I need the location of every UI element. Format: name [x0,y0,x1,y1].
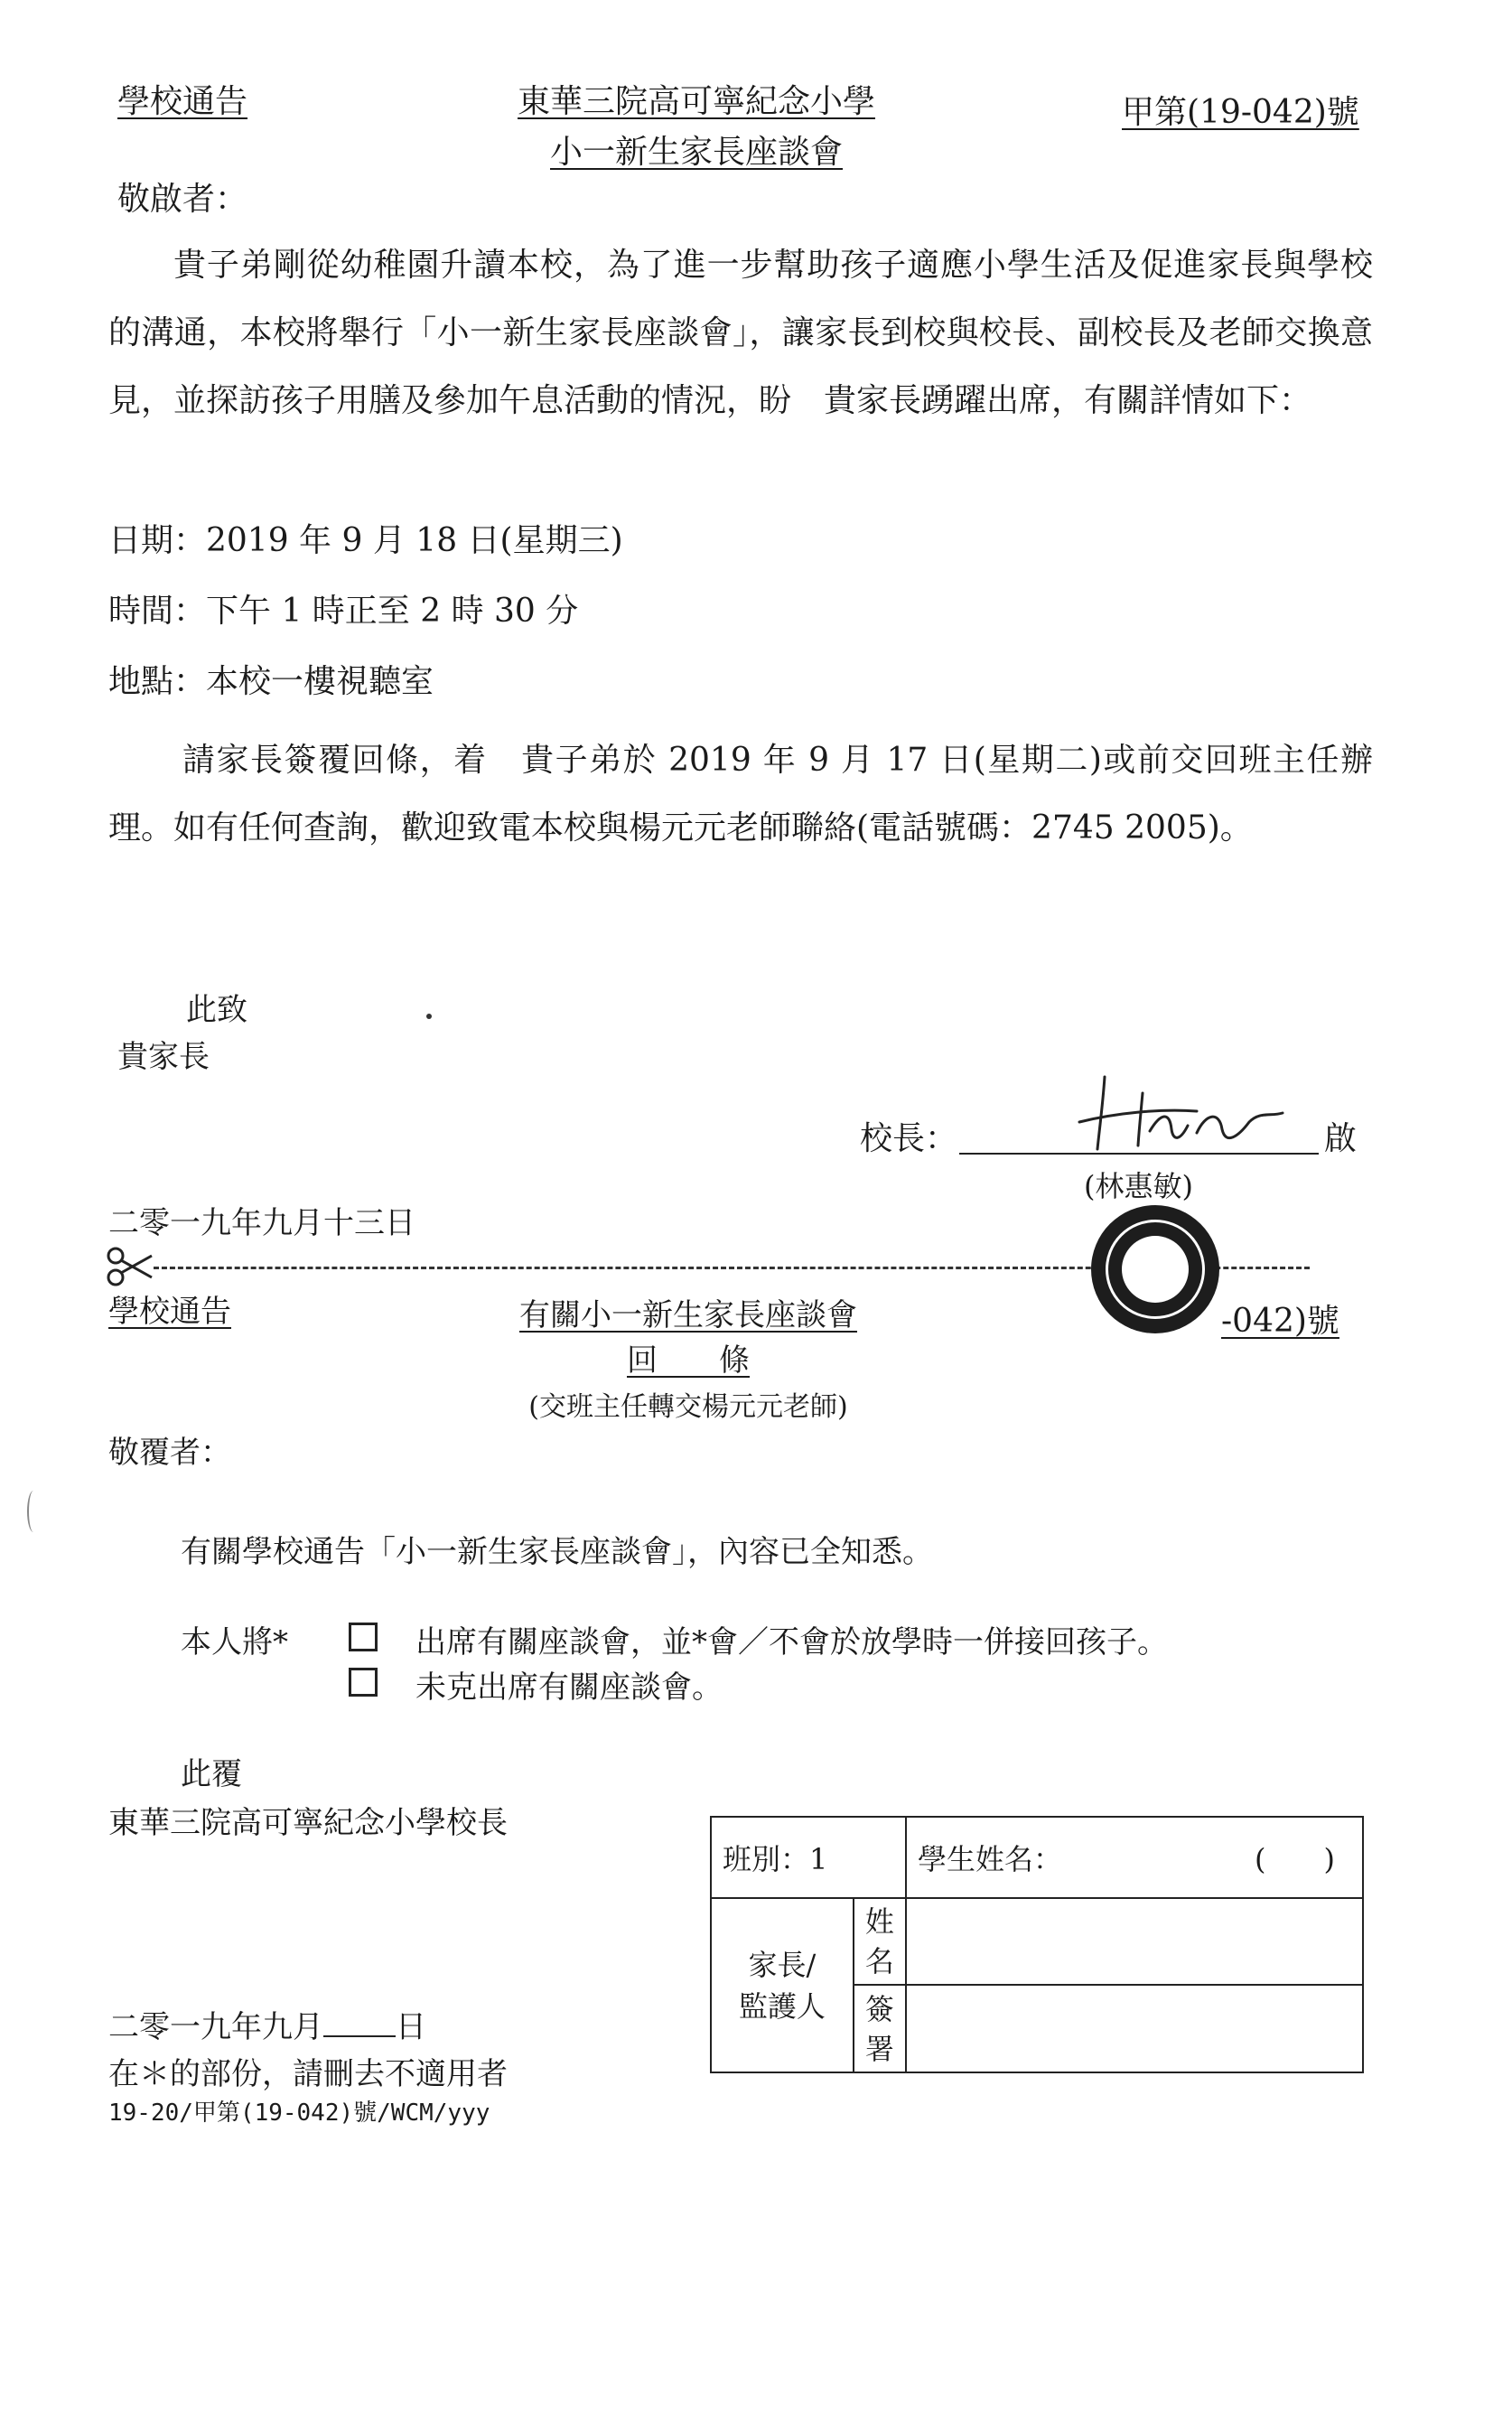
attend-option-label: 出席有關座談會，並*會／不會於放學時一併接回孩子。 [415,1624,1168,1660]
school-stamp [1091,1205,1219,1333]
reply-notice-type-label: 學校通告 [108,1294,231,1330]
speck-mark [426,1014,432,1019]
attend-checkbox[interactable] [349,1623,378,1651]
intro-paragraph: 貴子弟剛從幼稚園升讀本校，為了進一步幫助孩子適應小學生活及促進家長與學校的溝通，本校將舉行「小一新生家長座談會」，讓家長到校與校長、副校長及老師交換意見，並探訪孩子用膳及參加午息活動的情況，盼 貴家長踴躍出席，有關詳情如下： [108,247,1373,419]
parent-info-table [710,1816,1364,2073]
decline-checkbox[interactable] [349,1668,378,1697]
reply-closing: 此覆 [181,1756,242,1792]
reply-date-blank[interactable] [323,2010,396,2037]
footnote: 在＊的部份，請刪去不適用者 [108,2056,508,2092]
event-date: 日期：2019 年 9 月 18 日(星期三) [108,522,623,559]
principal-label: 校長： [860,1120,958,1157]
reply-date-suffix: 日 [396,2009,426,2045]
reply-reference-number: -042)號 [1221,1303,1339,1340]
reply-date [108,2002,426,2046]
reply-note: (交班主任轉交楊元元老師) [528,1391,848,1423]
principal-name: (林惠敏) [1084,1169,1193,1203]
closing-to: 此致 [186,992,247,1028]
sign-char-2: 署 [864,2031,894,2066]
closing-recipient: 貴家長 [117,1039,210,1075]
reply-recipient: 東華三院高可寧紀念小學校長 [108,1805,508,1841]
reply-instructions-paragraph: 請家長簽覆回條，着 貴子弟於 2019 年 9 月 17 日(星期二)或前交回班主任辦理。如有任何查詢，歡迎致電本校與楊元元老師聯絡(電話號碼：2745 2005)。 [108,742,1373,846]
principal-suffix: 啟 [1324,1120,1358,1157]
parent-signature-field[interactable] [906,1985,1363,2072]
reply-subtitle: 回 條 [627,1342,750,1379]
student-name-cell[interactable] [906,1817,1363,1898]
decline-option-label: 未克出席有關座談會。 [415,1669,723,1706]
student-name-label: 學生姓名： [918,1842,1063,1876]
reference-number: 甲第(19-042)號 [1122,94,1359,131]
name-char-2: 名 [864,1944,894,1978]
document-code: 19-20/甲第(19-042)號/WCM/yyy [108,2100,490,2127]
name-char-1: 姓 [864,1904,894,1939]
signature-mark [1061,1059,1305,1158]
sign-char-1: 簽 [864,1991,894,2026]
parent-label-cell [711,1898,854,2072]
parent-name-field[interactable] [906,1898,1363,1985]
class-cell [711,1817,906,1898]
parent-label-1: 家長/ [748,1947,817,1982]
event-venue: 地點：本校一樓視聽室 [108,663,434,700]
event-time: 時間：下午 1 時正至 2 時 30 分 [108,593,579,630]
stamp-core [1122,1236,1189,1303]
reply-will-label: 本人將* [181,1624,288,1660]
issue-date: 二零一九年九月十三日 [108,1205,415,1241]
scissors-icon [105,1245,154,1288]
notice-title: 小一新生家長座談會 [549,134,844,171]
name-label-cell [854,1898,906,1985]
reply-salutation: 敬覆者： [108,1435,231,1471]
reply-date-prefix: 二零一九年九月 [108,2009,323,2045]
salutation: 敬啟者： [117,181,248,218]
parent-label-2: 監護人 [738,1988,826,2024]
class-label: 班別：1 [723,1842,828,1876]
edge-mark [27,1491,40,1532]
student-number-paren: ( ) [1255,1842,1335,1876]
notice-type-label: 學校通告 [117,83,248,120]
reply-title: 有關小一新生家長座談會 [519,1297,857,1333]
school-name-title: 東華三院高可寧紀念小學 [517,83,876,120]
signature-label-cell [854,1985,906,2072]
reply-statement: 有關學校通告「小一新生家長座談會」，內容已全知悉。 [181,1534,933,1570]
